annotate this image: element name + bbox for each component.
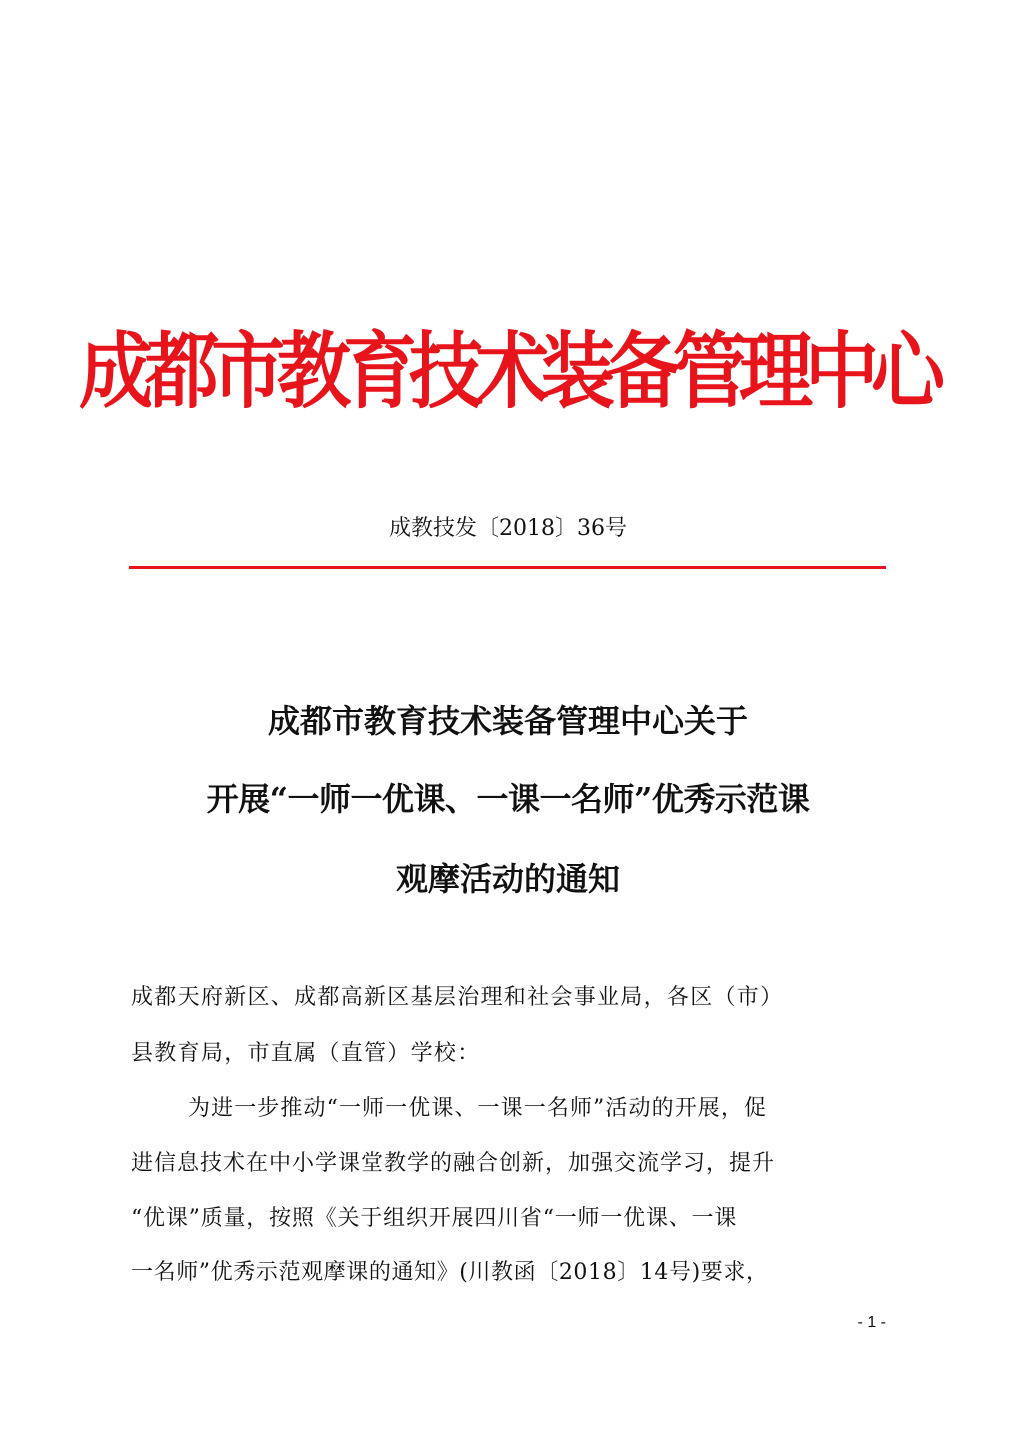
body-line-recipients-1: 成都天府新区、成都高新区基层治理和社会事业局，各区（市）: [131, 985, 784, 1010]
body-paragraph-line-4: 一名师”优秀示范观摩课的通知》(川教函〔2018〕14号)要求，: [131, 1260, 769, 1285]
red-separator-line: [129, 566, 886, 569]
body-line-recipients-2: 县教育局，市直属（直管）学校：: [131, 1041, 481, 1066]
body-paragraph-line-3: “优课”质量，按照《关于组织开展四川省“一师一优课、一课: [131, 1206, 738, 1231]
notice-title-line-3: 观摩活动的通知: [395, 860, 620, 898]
body-paragraph-line-2: 进信息技术在中小学课堂教学的融合创新，加强交流学习，提升: [131, 1151, 776, 1176]
notice-title-line-2: 开展“一师一优课、一课一名师”优秀示范课: [206, 780, 810, 818]
notice-title-line-1: 成都市教育技术装备管理中心关于: [267, 702, 748, 740]
body-paragraph-line-1: 为进一步推动“一师一优课、一课一名师”活动的开展，促: [188, 1096, 768, 1121]
document-number: 成教技发〔2018〕36号: [389, 516, 627, 541]
red-letterhead-org-name: 成都市教育技术装备管理中心: [79, 323, 937, 420]
page-number: - 1 -: [857, 1314, 886, 1331]
